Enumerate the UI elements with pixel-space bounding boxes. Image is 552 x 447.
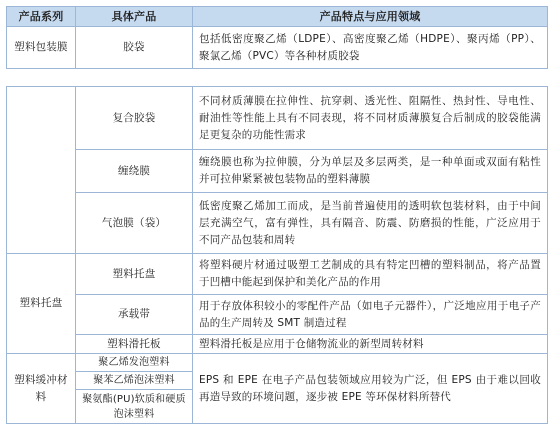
- product-cell: 聚乙烯发泡塑料: [76, 354, 193, 372]
- description-cell: 包括低密度聚乙烯（LDPE）、高密度聚乙烯（HDPE）、聚丙烯（PP）、聚氯乙烯（PVC）等各种材质胶袋: [193, 27, 548, 69]
- header-features: 产品特点与应用领域: [193, 7, 548, 27]
- product-cell: 缠绕膜: [76, 150, 193, 193]
- series-cell: 塑料包装膜: [7, 27, 76, 69]
- description-cell: 塑料滑托板是应用于仓储物流业的新型周转材料: [193, 335, 548, 354]
- table-top: [6, 6, 548, 69]
- table-main: [6, 86, 548, 424]
- table-row: [7, 335, 548, 354]
- product-cell: 塑料托盘: [76, 254, 193, 295]
- series-cell-empty: [7, 87, 76, 254]
- table-row: [7, 193, 548, 254]
- product-cell: 聚氨酯(PU)软质和硬质泡沫塑料: [76, 390, 193, 424]
- product-cell: 胶袋: [76, 27, 193, 69]
- description-cell: 将塑料硬片材通过吸塑工艺制成的具有特定凹槽的塑料制品，将产品置于凹槽中能起到保护和美化产品的作用: [193, 254, 548, 295]
- description-cell: 用于存放体积较小的零配件产品（如电子元器件），广泛地应用于电子产品的生产周转及 SMT 制造过程: [193, 295, 548, 335]
- series-cell: 塑料托盘: [7, 254, 76, 354]
- description-cell: 不同材质薄膜在拉伸性、抗穿刺、透光性、阻隔性、热封性、导电性、耐油性等性能上具有不同表现，将不同材质薄膜复合后制成的胶袋能满足更复杂的功能性需求: [193, 87, 548, 150]
- product-cell: 承载带: [76, 295, 193, 335]
- table-row: [7, 27, 548, 69]
- product-cell: 塑料滑托板: [76, 335, 193, 354]
- product-cell: 气泡膜（袋）: [76, 193, 193, 254]
- series-cell: 塑料缓冲材料: [7, 354, 76, 424]
- table-row: [7, 295, 548, 335]
- table-row: [7, 150, 548, 193]
- header-series: 产品系列: [7, 7, 76, 27]
- description-cell: 缠绕膜也称为拉伸膜，分为单层及多层两类，是一种单面或双面有粘性并可拉伸紧紧被包装物品的塑料薄膜: [193, 150, 548, 193]
- product-cell: 复合胶袋: [76, 87, 193, 150]
- table-row: [7, 254, 548, 295]
- description-cell: EPS 和 EPE 在电子产品包装领域应用较为广泛，但 EPS 由于难以回收再造导致的环境问题，逐步被 EPE 等环保材料所替代: [193, 354, 548, 424]
- table-row: [7, 87, 548, 150]
- header-row: [7, 7, 548, 27]
- product-cell: 聚苯乙烯泡沫塑料: [76, 372, 193, 390]
- table-row: [7, 354, 548, 372]
- header-product: 具体产品: [76, 7, 193, 27]
- description-cell: 低密度聚乙烯加工而成，是当前普遍使用的透明软包装材料，由于中间层充满空气，富有弹性，具有隔音、防震、防磨损的性能，广泛应用于不同产品包装和周转: [193, 193, 548, 254]
